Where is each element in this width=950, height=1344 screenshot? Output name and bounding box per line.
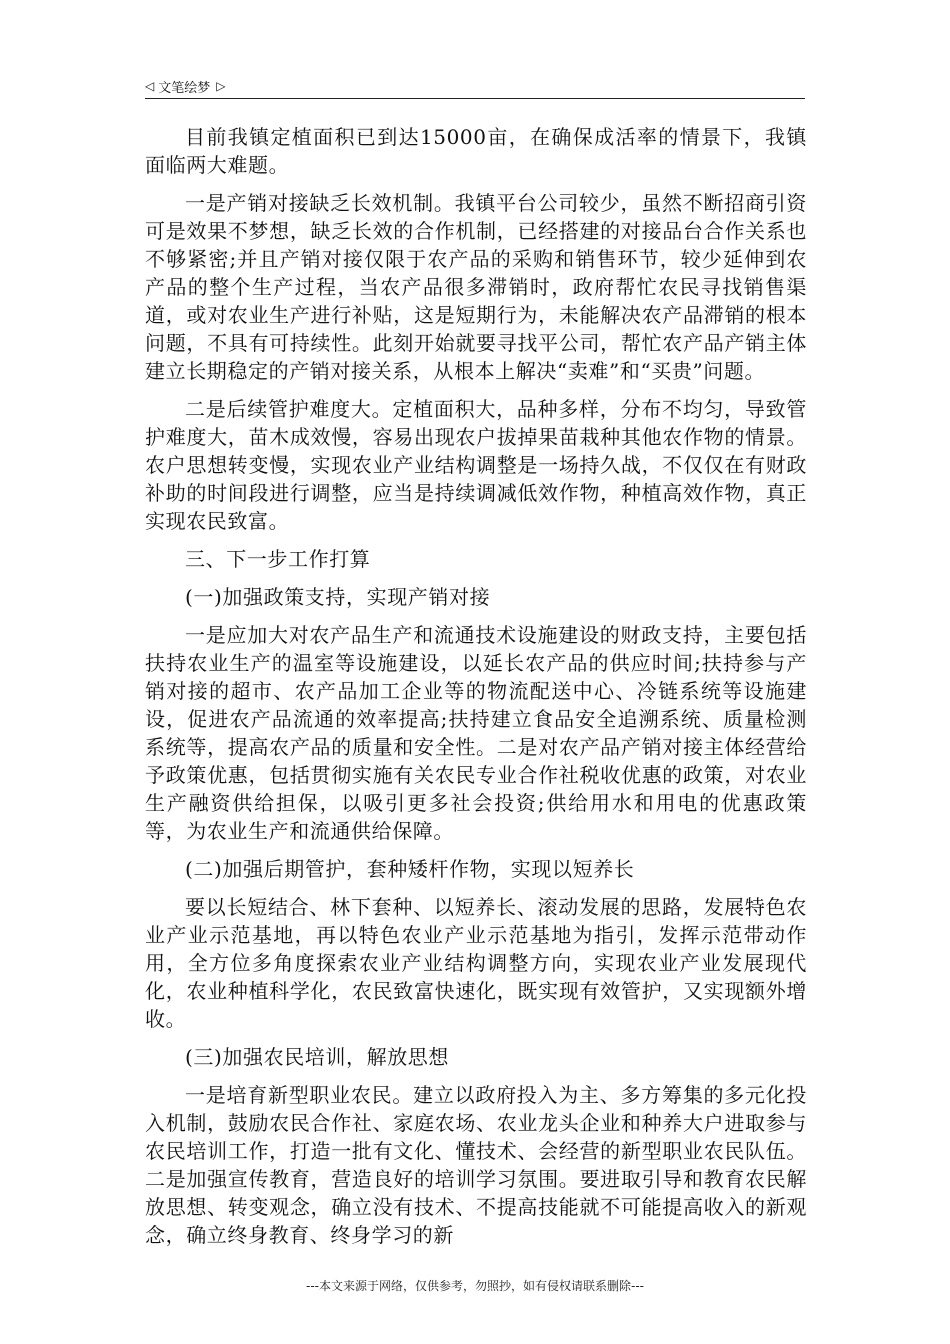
- page-header: [145, 74, 805, 99]
- document-body: [145, 123, 807, 1259]
- paragraph: 一是产销对接缺乏长效机制。我镇平台公司较少，虽然不断招商引资可是效果不梦想，缺乏长效的合作机制，已经搭建的对接品台合作关系也不够紧密;并且产销对接仅限于农产品的采购和销售环节，较少延伸到农产品的整个生产过程，当农产品很多滞销时，政府帮忙农民寻找销售渠道，或对农业生产进行补贴，这是短期行为，未能解决农产品滞销的根本问题，不具有可持续性。此刻开始就要寻找平公司，帮忙农产品产销主体建立长期稳定的产销对接关系，从根本上解决“卖难”和“买贵”问题。: [145, 191, 807, 383]
- footer-disclaimer: ---本文来源于网络，仅供参考，勿照抄，如有侵权请联系删除---: [306, 1279, 644, 1293]
- paragraph: 二是后续管护难度大。定植面积大，品种多样，分布不均匀，导致管护难度大，苗木成效慢，容易出现农户拔掉果苗栽种其他农作物的情景。农户思想转变慢，实现农业产业结构调整是一场持久战，不仅仅在有财政补助的时间段进行调整，应当是持续调减低效作物，种植高效作物，真正实现农民致富。: [145, 397, 807, 533]
- paragraph: 目前我镇定植面积已到达15000亩，在确保成活率的情景下，我镇面临两大难题。: [145, 125, 807, 177]
- paragraph: 一是应加大对农产品生产和流通技术设施建设的财政支持，主要包括扶持农业生产的温室等设施建设，以延长农产品的供应时间;扶持参与产销对接的超市、农产品加工企业等的物流配送中心、冷链系统等设施建设，促进农产品流通的效率提高;扶持建立食品安全追溯系统、质量检测系统等，提高农产品的质量和安全性。二是对农产品产销对接主体经营给予政策优惠，包括贯彻实施有关农民专业合作社税收优惠的政策，对农业生产融资供给担保，以吸引更多社会投资;供给用水和用电的优惠政策等，为农业生产和流通供给保障。: [145, 623, 807, 843]
- brand-name: 文笔绘梦: [158, 80, 211, 96]
- subsection-heading: (二)加强后期管护，套种矮杆作物，实现以短养长: [185, 857, 635, 881]
- triangle-left-icon: ◁: [145, 79, 155, 93]
- paragraph: 要以长短结合、林下套种、以短养长、滚动发展的思路，发展特色农业产业示范基地，再以特色农业产业示范基地为指引，发挥示范带动作用，全方位多角度探索农业产业结构调整方向，实现农业产业发展现代化，农业种植科学化，农民致富快速化，既实现有效管护，又实现额外增收。: [145, 895, 807, 1031]
- triangle-right-icon: ▷: [216, 79, 226, 93]
- section-heading: 三、下一步工作打算: [185, 547, 371, 571]
- subsection-heading: (三)加强农民培训，解放思想: [185, 1045, 450, 1069]
- paragraph: 一是培育新型职业农民。建立以政府投入为主、多方筹集的多元化投入机制，鼓励农民合作社、家庭农场、农业龙头企业和种养大户进取参与农民培训工作，打造一批有文化、懂技术、会经营的新型职业农民队伍。二是加强宣传教育，营造良好的培训学习氛围。要进取引导和教育农民解放思想、转变观念，确立没有技术、不提高技能就不可能提高收入的新观念，确立终身教育、终身学习的新: [145, 1083, 807, 1247]
- subsection-heading: (一)加强政策支持，实现产销对接: [185, 585, 491, 609]
